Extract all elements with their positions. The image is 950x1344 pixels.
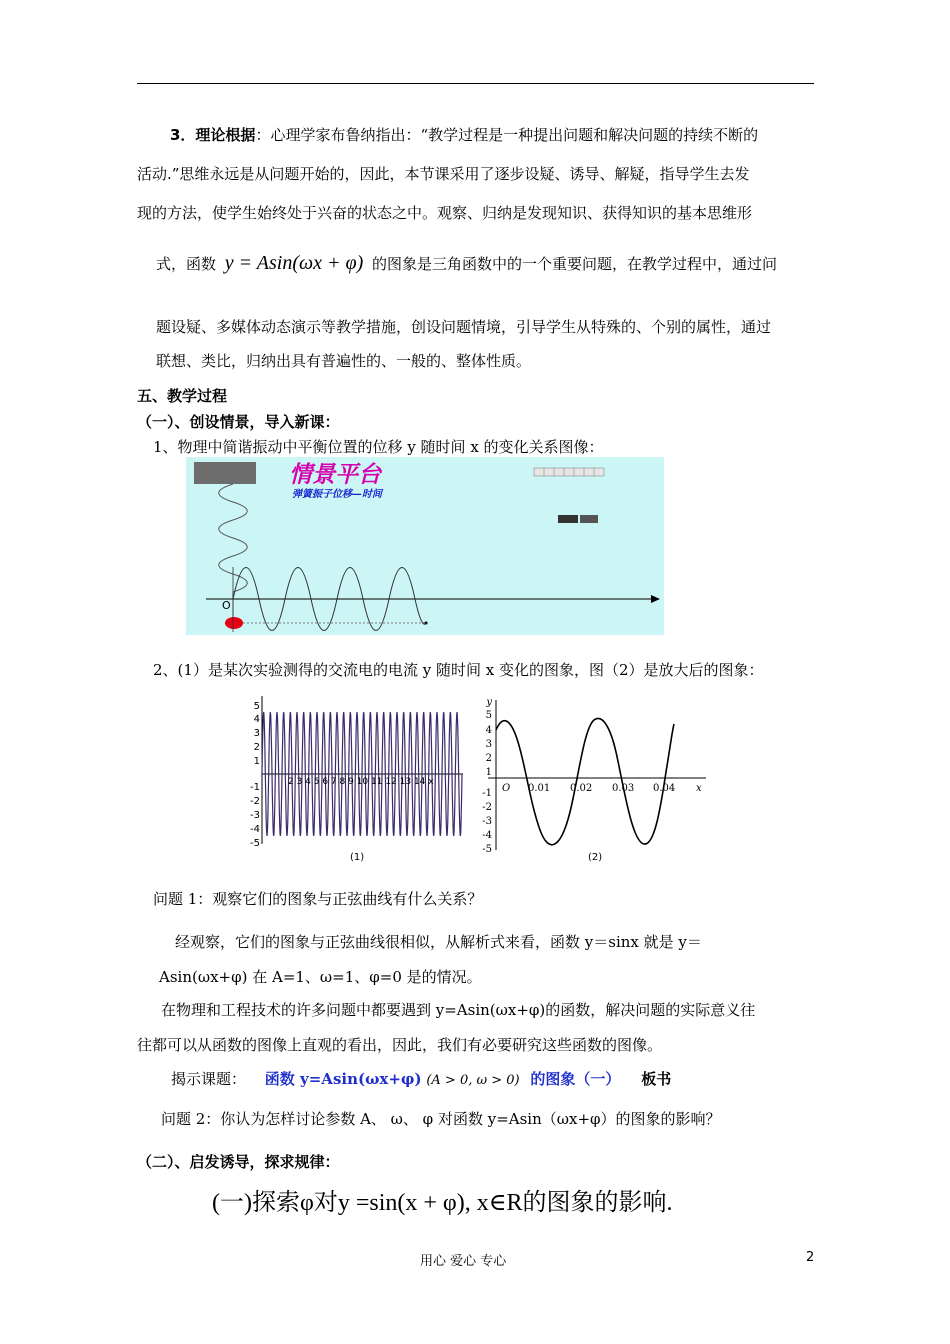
answer-1-line1: 经观察，它们的图象与正弦曲线很相似，从解析式来看，函数 y＝sinx 就是 y＝: [175, 933, 702, 951]
tick: -5: [250, 838, 260, 849]
tick: -2: [482, 802, 492, 813]
topic-line: [171, 1068, 671, 1092]
para-theory-line4: [156, 252, 777, 275]
tick: -4: [250, 824, 260, 835]
explore-heading: (一)探索φ对y =sin(x + φ), x∈R的图象的影响.: [212, 1190, 673, 1216]
topic-suffix: 的图象（一）: [530, 1070, 621, 1088]
control-buttons[interactable]: [534, 468, 604, 476]
answer-1-line2: Asin(ωx+φ) 在 A=1、ω=1、φ=0 是的情况。: [159, 968, 482, 986]
para-4-line1: 在物理和工程技术的许多问题中都要遇到 y=Asin(ωx+φ)的函数，解决问题的实际意义往: [161, 1001, 756, 1019]
origin-label: O: [222, 599, 231, 612]
page-number: 2: [806, 1250, 815, 1265]
tick: 2: [485, 753, 492, 764]
tick: 5: [253, 701, 260, 712]
text: 式，函数: [156, 255, 217, 273]
tick: 3: [253, 728, 260, 739]
tick: -4: [482, 830, 492, 841]
tick: y: [486, 697, 492, 708]
reset-button[interactable]: [580, 515, 598, 523]
tick: 4: [253, 714, 260, 725]
zoom-svg: [478, 692, 710, 864]
tick: 3: [485, 739, 492, 750]
tick: -1: [482, 788, 492, 799]
header-rule: [137, 83, 814, 84]
tick: 0.01: [528, 783, 551, 794]
ceiling-block: [194, 462, 256, 484]
topic-condition: (A > 0, ω > 0): [426, 1073, 520, 1088]
tick: -5: [482, 844, 492, 855]
subsection-1: （一）、创设情景，导入新课：: [137, 413, 340, 431]
tick: 0.03: [612, 783, 635, 794]
tick: -3: [250, 810, 260, 821]
tick: O: [502, 783, 511, 794]
fig-title: 情景平台: [289, 462, 381, 488]
text: 的图象是三角函数中的一个重要问题，在教学过程中，通过问: [372, 255, 778, 273]
play-button[interactable]: [558, 515, 578, 523]
text: ：心理学家布鲁纳指出：“教学过程是一种提出问题和解决问题的持续不断的: [255, 126, 759, 144]
tick: 1: [253, 756, 260, 767]
ac-wave: [262, 712, 462, 836]
theory-label: 3．理论根据: [170, 126, 256, 144]
item-1: 1、物理中简谐振动中平衡位置的位移 y 随时间 x 的变化关系图像：: [153, 438, 604, 456]
board-label: 板书: [641, 1070, 672, 1088]
tick: -1: [250, 782, 260, 793]
para-theory-line3: 现的方法，使学生始终处于兴奋的状态之中。观察、归纳是发现知识、获得知识的基本思维形: [137, 204, 753, 222]
tick: -3: [482, 816, 492, 827]
topic-name: 函数 y=Asin(ωx+φ): [264, 1070, 422, 1088]
spring-svg: [186, 457, 664, 635]
tick: 5: [485, 710, 492, 721]
figure-ac-current: [248, 692, 468, 864]
mass-ball: [225, 617, 243, 629]
question-2: 问题 2：你认为怎样讨论参数 A、 ω、 φ 对函数 y=Asin（ωx+φ）的图象的影响？: [161, 1110, 721, 1128]
section-title: 五、教学过程: [137, 387, 228, 405]
caption-1: (1): [350, 852, 365, 863]
tick: x: [696, 783, 702, 794]
tick: 4: [485, 725, 492, 736]
formula: y = Asin(ωx + φ): [224, 252, 364, 274]
item-2: 2、(1）是某次实验测得的交流电的电流 y 随时间 x 变化的图象，图（2）是放大后的图象：: [153, 661, 764, 679]
caption-2: (2): [588, 852, 603, 863]
x-tick-labels: 2 3 4 5 6 7 8 9 10 11 12 13 14 x: [288, 777, 434, 787]
para-theory-line2: 活动.”思维永远是从问题开始的，因此，本节课采用了逐步设疑、诱导、解疑，指导学生去发: [137, 165, 750, 183]
tick: 1: [485, 767, 492, 778]
arrow-icon: [651, 595, 660, 603]
tick: 2: [253, 742, 260, 753]
fig-subtitle: 弹簧振子位移—时间: [292, 489, 382, 500]
question-1: 问题 1：观察它们的图象与正弦曲线有什么关系？: [153, 890, 483, 908]
figure-zoomed: [478, 692, 710, 864]
para-4-line2: 往都可以从函数的图像上直观的看出，因此，我们有必要研究这些函数的图像。: [137, 1036, 663, 1054]
text: 揭示课题：: [171, 1070, 247, 1088]
tick: 0.04: [653, 783, 676, 794]
sine-curve: [496, 718, 674, 844]
subsection-2: （二）、启发诱导，探求规律：: [137, 1153, 340, 1171]
footer-text: 用心 爱心 专心: [420, 1254, 507, 1269]
para-theory-line6: 联想、类比，归纳出具有普遍性的、一般的、整体性质。: [156, 352, 532, 370]
ac-svg: [248, 692, 468, 864]
para-theory-line1: [170, 124, 758, 146]
tick: -2: [250, 796, 260, 807]
figure-spring: [186, 457, 664, 635]
para-theory-line5: 题设疑、多媒体动态演示等教学措施，创设问题情境，引导学生从特殊的、个别的属性，通过: [156, 318, 772, 336]
tick: 0.02: [570, 783, 593, 794]
